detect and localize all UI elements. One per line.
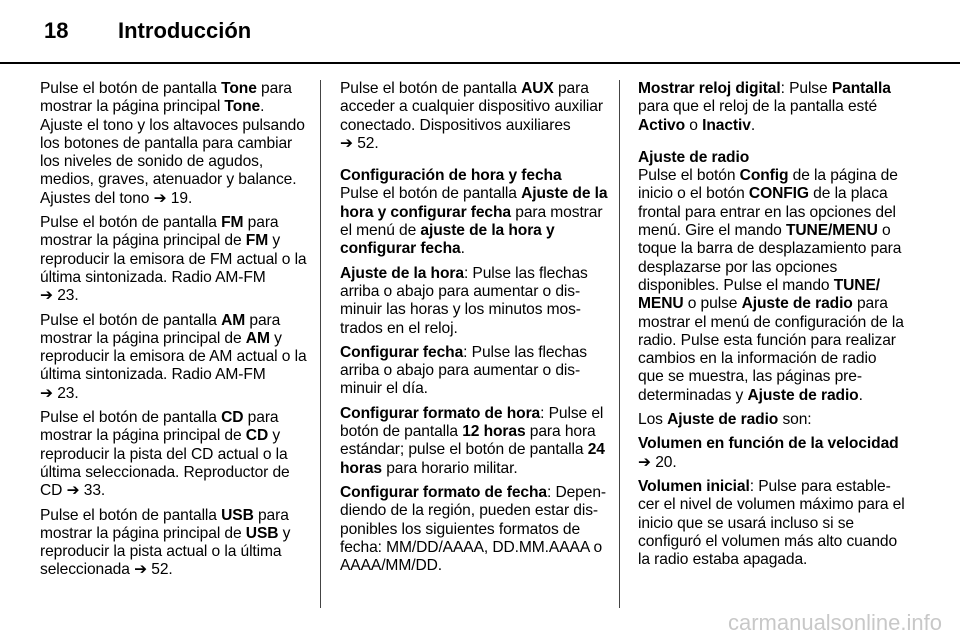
paragraph-aux (340, 80, 608, 153)
text: para mostrar la página principal (40, 80, 292, 116)
bold-term: Configurar formato de hora (340, 404, 541, 422)
heading-text: Ajuste de radio (638, 148, 750, 166)
page-ref-icon: ➔ (66, 482, 80, 500)
page-ref: 23. (57, 287, 79, 305)
text: Pulse el botón de pantalla (40, 80, 222, 97)
paragraph-tone (40, 80, 308, 208)
bold-term: Configurar fecha (340, 343, 464, 361)
page-number: 18 (44, 18, 69, 43)
paragraph-settings-intro (638, 411, 906, 429)
usb-button-label: USB (221, 506, 254, 524)
text: y reproducir la emisora de AM actual o la última sintonizada. Radio AM-FM (40, 329, 307, 384)
text: de la página de inicio o el botón (638, 167, 898, 203)
text: o (685, 116, 703, 134)
text: para que el reloj de la pantalla esté (638, 98, 878, 116)
page-ref-icon: ➔ (134, 561, 148, 579)
cd-page-label: CD (245, 427, 269, 445)
text: : Pulse las flechas arriba o abajo para aumentar o disminuir las horas y los minutos mostrados en el reloj. (340, 264, 588, 337)
text: para mostrar la página principal de (40, 506, 289, 542)
column-3 (638, 80, 906, 575)
bold-term: ajuste de la hora y configurar fecha (340, 222, 555, 258)
bold-term: TUNE/MENU (785, 222, 878, 240)
text: . (460, 240, 465, 258)
text: Pulse el botón de pantalla (40, 214, 222, 232)
bold-term: 24 horas (340, 441, 605, 477)
heading-text: Configuración de hora y fecha (340, 167, 562, 185)
text: para mostrar la página principal de (40, 214, 279, 250)
paragraph-am (40, 312, 308, 403)
bold-term: 12 horas (462, 423, 526, 441)
text: Pulse el botón de pantalla (40, 311, 222, 329)
text: de la placa frontal para entrar en las opciones del menú. Gire el mando (638, 185, 896, 240)
bold-term: Ajuste de la hora y configurar fecha (340, 185, 608, 221)
am-button-label: AM (221, 311, 246, 329)
page-ref-icon: ➔ (340, 134, 353, 152)
page-header (44, 18, 251, 44)
column-2 (340, 80, 608, 581)
text: Pulse el botón (638, 167, 740, 185)
paragraph-fm (40, 214, 308, 305)
section-heading (340, 167, 608, 185)
am-page-label: AM (245, 329, 270, 347)
text: : Pulse (780, 80, 832, 97)
text: . (858, 386, 863, 404)
paragraph-cd (40, 409, 308, 500)
text: Pulse el botón de pantalla (40, 506, 222, 524)
bold-term: Ajuste de radio (747, 386, 859, 404)
page-ref: 19. (170, 189, 193, 207)
page-ref-icon: ➔ (153, 189, 167, 207)
bold-term: Activo (638, 116, 686, 134)
tone-page-label: Tone (224, 98, 261, 116)
bold-term: Inactiv (702, 116, 751, 134)
bold-term: Config (739, 167, 789, 185)
text: : Pulse las flechas arriba o abajo para aumentar o disminuir el día. (340, 343, 587, 398)
text: : Dependiendo de la región, pueden estar disponibles los siguientes formatos de fecha: MM/DD/AAAA, DD.MM.AAAA o AAAA/MM/DD. (340, 483, 607, 575)
page-ref-icon: ➔ (40, 384, 53, 402)
page-ref: 23. (57, 384, 79, 402)
column-divider-2 (619, 80, 620, 608)
text: para mostrar la página principal de (40, 409, 279, 445)
paragraph-initial-volume (638, 478, 906, 569)
page-title: Introducción (118, 18, 252, 43)
paragraph-set-date (340, 344, 608, 399)
column-1 (40, 80, 308, 586)
bold-term: Ajuste de la hora (340, 264, 464, 282)
bold-term: Mostrar reloj digital (638, 80, 781, 97)
text: para hora estándar; pulse el botón de pantalla (340, 423, 596, 459)
page-ref: 33. (83, 482, 106, 500)
text: o pulse (683, 295, 742, 313)
bold-term: Volumen inicial (638, 477, 750, 495)
page-ref-icon: ➔ (40, 287, 53, 305)
fm-button-label: FM (221, 214, 244, 232)
text: para mostrar la página principal de (40, 311, 281, 347)
bold-term: CONFIG (748, 185, 809, 203)
text: o toque la barra de desplazamiento para desplazarse por las opciones disponibles. Pulse el mando (638, 222, 902, 294)
paragraph-usb (40, 507, 308, 580)
bold-term: TUNE/ MENU (638, 276, 881, 313)
bold-term: Configurar formato de fecha (340, 483, 547, 501)
text: : Pulse para establecer el nivel de volumen máximo para el inicio que se usará incluso si se configuró el volumen más alto cuando la radio estaba apagada. (638, 477, 905, 569)
bold-term: Ajuste de radio (741, 295, 853, 313)
bold-term: Pantalla (831, 80, 891, 97)
page-ref: 52. (357, 134, 379, 152)
column-divider-1 (320, 80, 321, 608)
page-ref: 20. (655, 453, 677, 471)
paragraph-radio-config (638, 167, 906, 405)
text: Los (638, 411, 668, 429)
tone-button-label: Tone (221, 80, 257, 97)
text: . Ajuste el tono y los altavoces pulsando los botones de pantalla para cambiar los niveles de sonido de agudos, medios, graves, atenuador y balance. Ajustes del tono (40, 98, 305, 207)
paragraph-time-date (340, 185, 608, 258)
watermark: carmanualsonline.info (727, 610, 942, 635)
text: para mostrar el menú de (340, 203, 603, 240)
page-ref: 52. (151, 561, 173, 579)
aux-button-label: AUX (521, 80, 554, 97)
usb-page-label: USB (245, 524, 279, 542)
text: Pulse el botón de pantalla (340, 185, 522, 203)
paragraph-time-format (340, 405, 608, 478)
text: . (750, 116, 756, 134)
bold-term: Ajuste de radio (667, 411, 779, 429)
text: Pulse el botón de pantalla (340, 80, 522, 97)
text: Pulse el botón de pantalla (40, 409, 222, 427)
paragraph-date-format (340, 484, 608, 575)
text: para mostrar el menú de configuración de la radio. Pulse esta función para realizar cambios en la información de radio que se muestra, las páginas predeterminadas y (638, 295, 904, 404)
text: para horario militar. (381, 459, 518, 477)
section-heading (638, 149, 906, 167)
paragraph-speed-volume (638, 435, 906, 472)
text: : Pulse el botón de pantalla (340, 404, 604, 441)
paragraph-set-time (340, 265, 608, 338)
text: para acceder a cualquier dispositivo auxiliar conectado. Dispositivos auxiliares (340, 80, 603, 134)
paragraph-digital-clock (638, 80, 906, 135)
fm-page-label: FM (245, 232, 269, 250)
text: y reproducir la pista actual o la última seleccionada (40, 524, 291, 579)
header-rule (0, 62, 960, 64)
bold-term: Volumen en función de la velocidad (638, 435, 899, 453)
text: y reproducir la emisora de FM actual o la última sintonizada. Radio AM-FM (40, 232, 307, 286)
text: y reproducir la pista del CD actual o la última seleccionada. Reproductor de CD (40, 427, 290, 500)
page-ref-icon: ➔ (638, 453, 651, 471)
cd-button-label: CD (221, 409, 244, 427)
text: son: (778, 411, 812, 429)
